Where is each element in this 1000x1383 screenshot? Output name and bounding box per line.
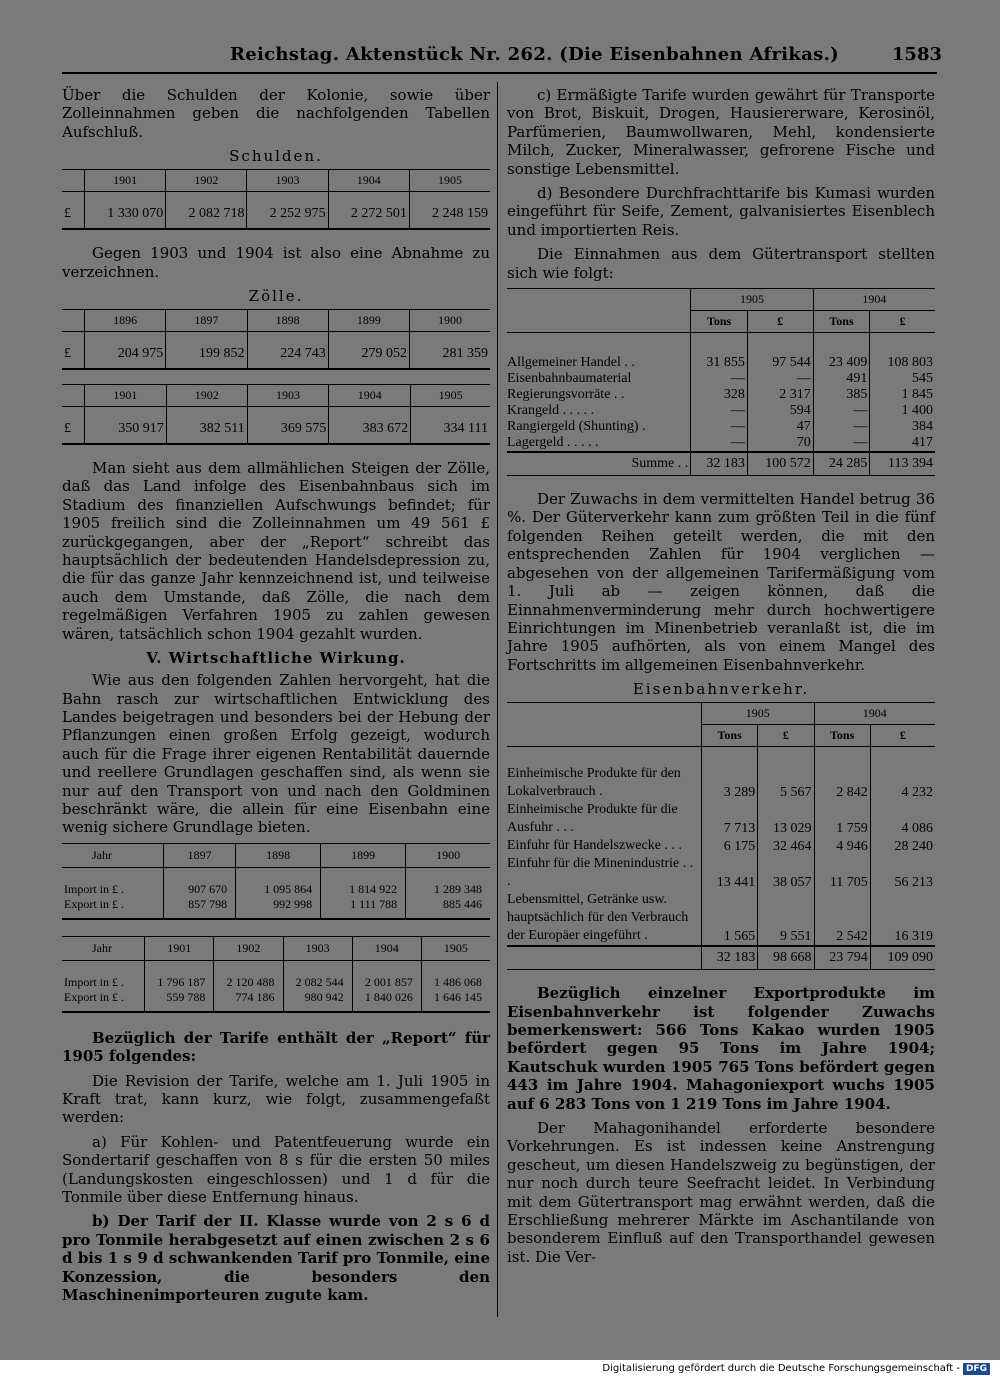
table-cell: 23 794 [814,946,870,970]
table-cell: 4 086 [870,801,935,837]
table-cell: 417 [870,435,935,452]
table-row [507,419,935,435]
year-header: 1902 [214,936,283,960]
table-cell: 1 400 [870,403,935,419]
table-cell: 328 [691,387,748,403]
table-cell: 279 052 [328,332,409,370]
row-label: Import in £ . [64,974,124,989]
running-title: Reichstag. Aktenstück Nr. 262. (Die Eisenbahnen Afrikas.) [230,44,839,65]
table-cell: 199 852 [166,332,247,370]
table-cell: 56 213 [870,855,935,891]
table-cell: 28 240 [870,837,935,855]
row-label: Regierungsvorräte . . [507,387,625,403]
rail-traffic-title: Eisenbahnverkehr. [632,680,810,699]
unit-header: £ [870,311,935,333]
table-cell: — [813,403,870,419]
table-cell: 98 668 [758,946,814,970]
page-header [62,42,942,72]
row-label: Import in £ . [64,881,124,896]
table-cell: 70 [747,435,813,452]
table-cell: — [813,419,870,435]
table-cell: 38 057 [758,855,814,891]
table-cell: 559 788 [145,990,214,1012]
table-cell: 24 285 [813,452,870,476]
row-label: Export in £ . [62,990,145,1012]
sum-label: Summe . . [507,452,691,476]
table-cell: 13 029 [758,801,814,837]
year-header: 1903 [247,170,328,192]
table-cell: 31 855 [691,355,748,371]
table-cell: 907 670 [164,882,236,897]
table-cell: 32 464 [758,837,814,855]
table-cell: 4 946 [814,837,870,855]
table-cell: 109 090 [870,946,935,970]
year-header: 1901 [145,936,214,960]
table-cell: 1 840 026 [352,990,421,1012]
table-cell: 857 798 [164,897,236,919]
table-row [507,435,935,452]
table-cell: 32 183 [691,452,748,476]
row-label: Einfuhr für die Minenindustrie . . . [507,856,694,890]
paragraph: Man sieht aus dem allmählichen Steigen der Zölle, daß das Land infolge des Eisenbahnbaus sich im Stadium des finanziellen Aufschwungs befindet; für 1905 freilich sind die Zolleinnahmen um 49 561 £ zurückgegangen, aber der „Report“ schreibt das hauptsächlich der bedeutenden Handelsdepression zu, die für das ganze Jahr kennzeichnend ist, und teilweise auch dem Umstande, daß Zölle, die nach dem regelmäßigen Verfahren 1905 zu zahlen gewesen wären, tatsächlich schon 1904 gezahlt wurden. [62,459,490,643]
paragraph: b) Der Tarif der II. Klasse wurde von 2 s 6 d pro Tonmile herabgesetzt auf einen zwischen 2 s 6 d bis 1 s 9 d schwankenden Tarif pro Tonmile, eine Konzession, die besonders den Maschinenimporteuren zugute kam. [62,1212,490,1305]
table-cell: 1 111 788 [321,897,406,919]
table-cell: 6 175 [702,837,758,855]
digitization-footer [0,1363,990,1375]
table-cell: 281 359 [410,332,491,370]
year-header: 1905 [691,289,813,311]
year-header: 1900 [406,843,490,867]
year-header: 1901 [85,170,166,192]
zoelle-title: Zölle. [248,287,304,306]
table-cell: 2 120 488 [214,975,283,990]
table-cell: 1 845 [870,387,935,403]
table-cell: 16 319 [870,891,935,946]
currency-symbol: £ [62,332,85,370]
table-cell: 11 705 [814,855,870,891]
table-cell: 2 842 [814,765,870,801]
sum-row [507,452,935,476]
table-cell: 369 575 [247,407,329,445]
paragraph: Die Einnahmen aus dem Gütertransport stellten sich wie folgt: [507,245,935,282]
schulden-title: Schulden. [229,147,323,166]
table-cell: — [691,371,748,387]
table-cell: — [813,435,870,452]
row-label: Einfuhr für Handelszwecke . . . [507,838,682,854]
paragraph: c) Ermäßigte Tarife wurden gewährt für Transporte von Brot, Biskuit, Drogen, Hausiererware, Kerosinöl, Parfümerien, Baumwollwaren, Mehl, kondensierte Milch, Zucker, Mineralwasser, gefrorene Fische und sonstige Lebensmittel. [507,86,935,178]
year-header: 1897 [166,310,247,332]
year-header: 1900 [410,310,491,332]
table-cell: 383 672 [329,407,411,445]
dfg-logo: DFG [963,1363,990,1375]
year-label-header: Jahr [62,936,145,960]
year-header: 1905 [702,703,815,725]
table-cell: 108 803 [870,355,935,371]
row-label: Einheimische Produkte für die Ausfuhr . . . [507,802,678,836]
trade-table-1 [62,843,490,920]
table-cell: 32 183 [702,946,758,970]
table-row [507,403,935,419]
column-divider [497,82,498,1317]
table-cell: 992 998 [236,897,321,919]
table-cell: — [691,419,748,435]
table-cell: 350 917 [85,407,167,445]
table-cell: 491 [813,371,870,387]
year-header: 1905 [411,385,490,407]
table-cell: 1 796 187 [145,975,214,990]
table-row [507,837,935,855]
table-cell: 382 511 [166,407,247,445]
row-label: Einheimische Produkte für den Lokalverbrauch . [507,766,681,800]
right-column [507,86,935,1272]
table-cell: 47 [747,419,813,435]
currency-symbol: £ [62,192,85,230]
table-cell: 204 975 [85,332,166,370]
table-cell: 2 001 857 [352,975,421,990]
year-header: 1902 [166,385,247,407]
year-label-header: Jahr [62,843,164,867]
footer-text: Digitalisierung gefördert durch die Deutsche Forschungsgemeinschaft - [602,1363,960,1374]
table-cell: 4 232 [870,765,935,801]
rail-traffic-table [507,702,935,970]
table-cell: — [691,435,748,452]
year-header: 1903 [283,936,352,960]
row-label: Export in £ . [62,897,164,919]
table-cell: 2 252 975 [247,192,328,230]
year-header: 1904 [814,703,935,725]
year-header: 1903 [247,385,329,407]
table-cell: 334 111 [411,407,490,445]
table-cell: 980 942 [283,990,352,1012]
paragraph: Über die Schulden der Kolonie, sowie über Zolleinnahmen geben die nachfolgenden Tabellen Aufschluß. [62,86,490,141]
unit-header: £ [758,725,814,747]
table-cell: 1 565 [702,891,758,946]
year-header: 1896 [85,310,166,332]
table-cell: 5 567 [758,765,814,801]
year-header: 1905 [421,936,490,960]
paragraph: Bezüglich der Tarife enthält der „Report“ für 1905 folgendes: [62,1028,490,1066]
year-header: 1897 [164,843,236,867]
year-header: 1904 [813,289,935,311]
table-row [507,371,935,387]
table-cell: 13 441 [702,855,758,891]
unit-header: Tons [813,311,870,333]
table-cell: 384 [870,419,935,435]
table-cell: 1 486 068 [421,975,490,990]
table-cell: 224 743 [247,332,328,370]
unit-header: Tons [702,725,758,747]
table-row [507,355,935,371]
unit-header: Tons [691,311,748,333]
year-header: 1904 [328,170,409,192]
year-header: 1905 [409,170,490,192]
table-cell: 2 082 544 [283,975,352,990]
unit-header: Tons [814,725,870,747]
table-cell: 545 [870,371,935,387]
year-header: 1901 [85,385,167,407]
paragraph: Bezüglich einzelner Exportprodukte im Eisenbahnverkehr ist folgender Zuwachs bemerkenswert: 566 Tons Kakao wurden 1905 befördert gegen 95 Tons im Jahre 1904; Kautschuk wurden 1905 765 Tons befördert gegen 443 im Jahre 1904. Mahagoniexport wuchs 1905 auf 6 283 Tons von 1 219 Tons im Jahre 1904. [507,984,935,1113]
year-header: 1899 [328,310,409,332]
table-cell: 885 446 [406,897,490,919]
paragraph: Die Revision der Tarife, welche am 1. Juli 1905 in Kraft trat, kann kurz, wie folgt, zusammengefaßt werden: [62,1071,490,1127]
table-cell: — [691,403,748,419]
table-cell: 3 289 [702,765,758,801]
table-cell: 23 409 [813,355,870,371]
row-label: Lebensmittel, Getränke usw. hauptsächlich für den Verbrauch der Europäer eingeführt . [507,892,689,944]
table-cell: — [747,371,813,387]
year-header: 1899 [321,843,406,867]
table-row [507,891,935,946]
table-cell: 1 095 864 [236,882,321,897]
header-rule [62,72,937,74]
table-cell: 774 186 [214,990,283,1012]
table-cell: 1 759 [814,801,870,837]
year-header: 1898 [247,310,328,332]
table-cell: 9 551 [758,891,814,946]
row-label: Rangiergeld (Shunting) . [507,419,646,435]
paragraph: a) Für Kohlen- und Patentfeuerung wurde ein Sondertarif geschaffen von 8 s für die ersten 50 miles (Landungskosten eingeschlossen) und 1 d für die Tonmile über diese Entfernung hinaus. [62,1132,490,1206]
row-label: Eisenbahnbaumaterial [507,371,632,387]
table-cell: 1 289 348 [406,882,490,897]
unit-header: £ [747,311,813,333]
table-row [507,801,935,837]
table-row [507,387,935,403]
paragraph: Der Zuwachs in dem vermittelten Handel betrug 36 %. Der Güterverkehr kann zum größten Teil in die fünf folgenden Reihen geteilt werden, die mit den entsprechenden Zahlen für 1904 verglichen — abgesehen von der allgemeinen Tarifermäßigung vom 1. Juli ab — zeigen können, daß die Einnahmenverminderung mehr durch hochwertigere Einrichtungen im Minenbetrieb veranlaßt ist, die im Jahre 1905 aufhörten, als von einem Mangel des Fortschritts im allgemeinen Eisenbahnverkehr. [507,490,935,674]
year-header: 1898 [236,843,321,867]
paragraph: Der Mahagonihandel erforderte besondere Vorkehrungen. Es ist indessen keine Anstrengung gescheut, um diesen Handelszweig zu begünstigen, der nur noch durch teure Seefracht leidet. In Verbindung mit dem Gütertransport mag erwähnt werden, daß die Erschließung mehrerer Märkte im Aschantilande von besonderem Einfluß auf den Transporthandel gewesen ist. Die Ver- [507,1118,935,1266]
table-cell: 97 544 [747,355,813,371]
table-cell: 2 542 [814,891,870,946]
table-cell: 7 713 [702,801,758,837]
table-cell: 2 317 [747,387,813,403]
paragraph: Wie aus den folgenden Zahlen hervorgeht, hat die Bahn rasch zur wirtschaftlichen Entwicklung des Landes beigetragen und besonders bei der Hebung der Pflanzungen einen großen Erfolg gezeigt, wodurch auch für die Frage ihrer eigenen Rentabilität dauernde und reellere Grundlagen geschaffen sind, als wenn sie nur auf den Transport von und nach den Goldminen beschränkt wäre, die allein für eine Eisenbahn eine wenig sichere Grundlage bieten. [62,671,490,837]
zoelle-table-b [62,384,490,445]
goods-revenue-table [507,288,935,476]
table-cell: 1 814 922 [321,882,406,897]
table-row [507,855,935,891]
table-cell: 2 082 718 [166,192,247,230]
year-header: 1902 [166,170,247,192]
row-label: Lagergeld . . . . . [507,435,599,451]
currency-symbol: £ [62,407,85,445]
schulden-table [62,169,490,230]
unit-header: £ [870,725,935,747]
page-number: 1583 [891,44,942,65]
left-column [62,86,490,1310]
table-cell: 2 248 159 [409,192,490,230]
table-cell: 113 394 [870,452,935,476]
year-header: 1904 [329,385,411,407]
year-header: 1904 [352,936,421,960]
table-cell: 594 [747,403,813,419]
trade-table-2 [62,936,490,1013]
paragraph: d) Besondere Durchfrachttarife bis Kumasi wurden eingeführt für Seife, Zement, galvanisiertes Eisenblech und importierten Reis. [507,184,935,239]
table-cell: 2 272 501 [328,192,409,230]
row-label: Allgemeiner Handel . . [507,355,635,371]
table-cell: 1 646 145 [421,990,490,1012]
row-label: Krangeld . . . . . [507,403,595,419]
table-cell: 100 572 [747,452,813,476]
table-cell: 1 330 070 [85,192,166,230]
table-cell: 385 [813,387,870,403]
section-title: V. Wirtschaftliche Wirkung. [146,649,406,668]
paragraph: Gegen 1903 und 1904 ist also eine Abnahme zu verzeichnen. [62,244,490,281]
sum-row [507,946,935,970]
table-row [507,765,935,801]
zoelle-table-a [62,309,490,370]
